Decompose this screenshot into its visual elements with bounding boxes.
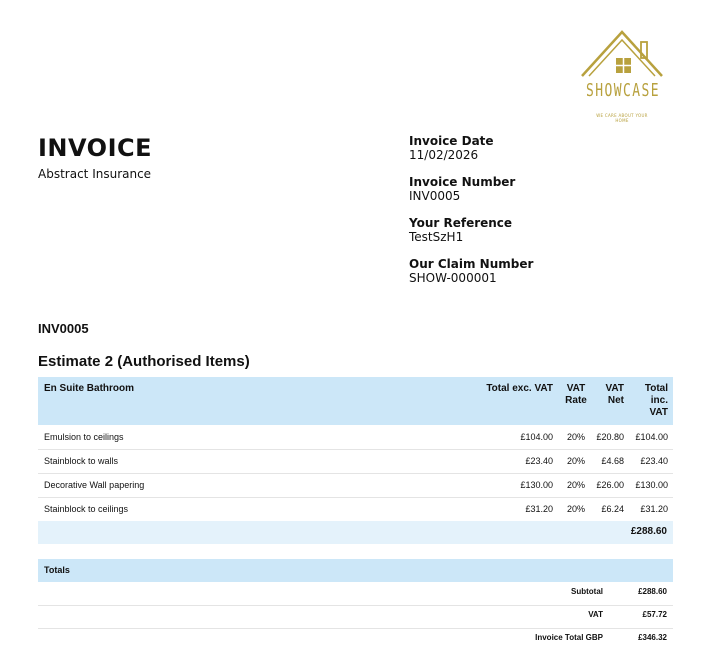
item-description: Emulsion to ceilings [44,432,124,442]
item-description: Stainblock to ceilings [44,504,129,514]
item-description: Decorative Wall papering [44,480,145,490]
section-total-row [38,521,673,544]
house-icon [577,28,667,80]
meta-invoice-date [409,135,494,162]
totals-row-vat [38,605,673,629]
item-vat-net: £6.24 [601,504,624,514]
company-logo [572,28,672,128]
item-vat-rate: 20% [566,504,585,514]
totals-label: Subtotal [571,587,603,596]
meta-label: Invoice Number [409,175,516,189]
meta-value: SHOW-000001 [409,271,497,285]
item-vat-rate: 20% [566,432,585,442]
header-section: En Suite Bathroom [44,383,135,394]
item-total-exc-vat: £104.00 [520,432,553,442]
table-row [38,449,673,474]
meta-claim-number [409,258,533,285]
totals-row-invoice-total [38,628,673,651]
section-total-value: £288.60 [630,526,667,537]
totals-header [38,559,673,582]
item-vat-rate: 20% [566,456,585,466]
table-header [38,377,673,425]
item-vat-net: £20.80 [596,432,624,442]
header-total-exc-vat: Total exc. VAT [486,383,553,394]
item-total-exc-vat: £23.40 [525,456,553,466]
item-vat-rate: 20% [566,480,585,490]
logo-brand: SHOWCASE [586,80,660,101]
document-title: INVOICE [38,134,153,162]
meta-label: Your Reference [409,216,513,230]
item-total-exc-vat: £31.20 [525,504,553,514]
client-name: Abstract Insurance [38,167,152,181]
meta-label: Our Claim Number [409,257,534,271]
table-row [38,473,673,498]
logo-tagline: WE CARE ABOUT YOUR HOME [596,113,648,123]
totals-heading: Totals [44,565,70,575]
totals-label: Invoice Total GBP [535,633,603,642]
item-total-inc-vat: £31.20 [640,504,668,514]
item-total-inc-vat: £130.00 [635,480,668,490]
item-total-inc-vat: £23.40 [640,456,668,466]
totals-value: £346.32 [638,633,667,642]
item-total-exc-vat: £130.00 [520,480,553,490]
totals-label: VAT [588,610,603,619]
estimate-title: Estimate 2 (Authorised Items) [38,353,250,370]
meta-value: INV0005 [409,189,461,203]
totals-value: £288.60 [638,587,667,596]
header-total-inc-vat: Total inc. VAT [644,383,668,418]
item-vat-net: £4.68 [601,456,624,466]
table-row [38,425,673,450]
totals-row-subtotal [38,582,673,606]
table-row [38,497,673,522]
item-total-inc-vat: £104.00 [635,432,668,442]
meta-label: Invoice Date [409,134,494,148]
item-vat-net: £26.00 [596,480,624,490]
header-vat-net: VAT Net [605,383,624,406]
totals-value: £57.72 [642,610,667,619]
meta-invoice-number [409,176,515,203]
meta-value: 11/02/2026 [409,148,479,162]
meta-value: TestSzH1 [409,230,464,244]
header-vat-rate: VAT Rate [565,383,587,406]
item-description: Stainblock to walls [44,456,119,466]
meta-your-reference [409,217,512,244]
invoice-number-heading: INV0005 [38,321,89,336]
